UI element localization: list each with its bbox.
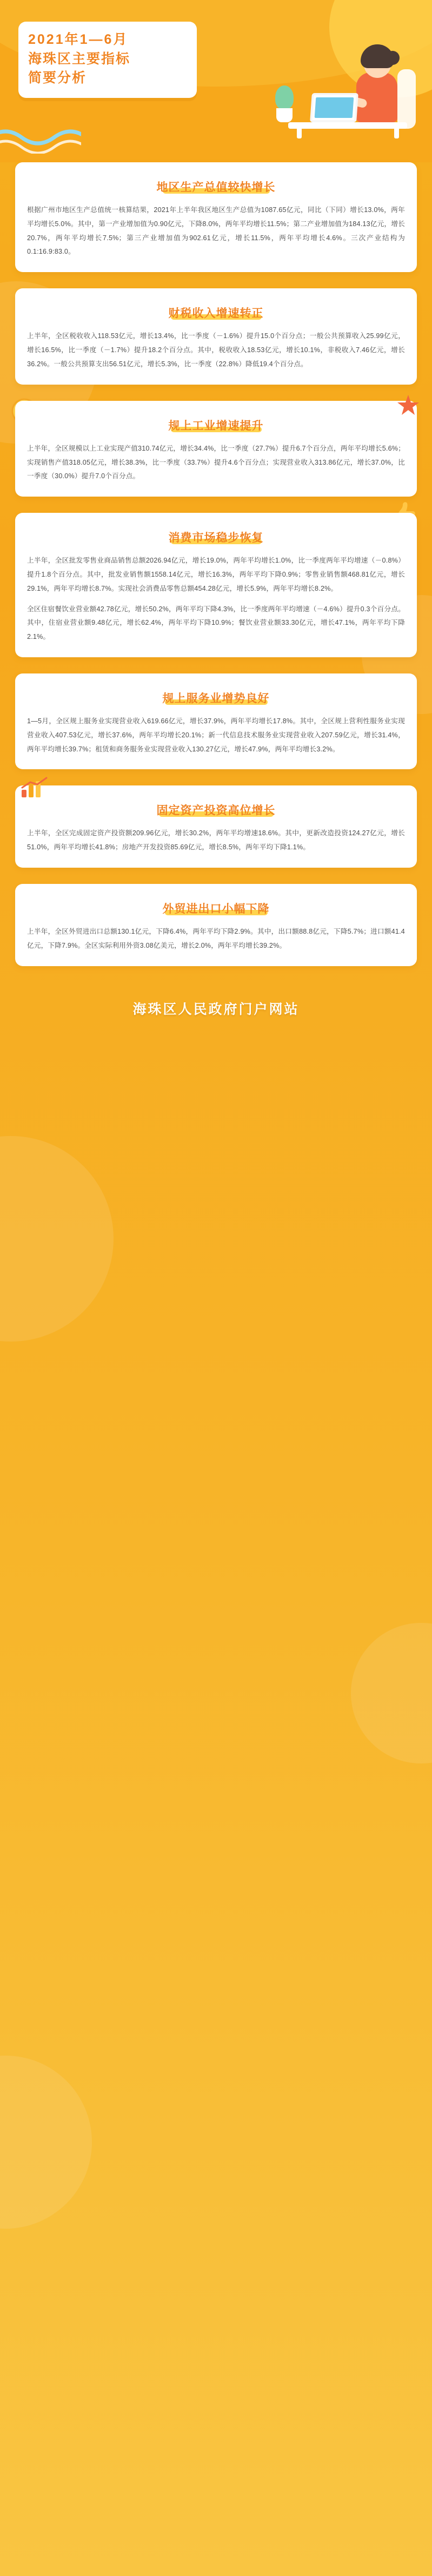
section-card <box>15 513 417 657</box>
footer <box>0 982 432 1036</box>
section-card <box>15 288 417 384</box>
section-title: 规上服务业增势良好 <box>162 692 270 705</box>
wave-decoration <box>0 121 81 154</box>
plant-pot-shape <box>276 108 293 122</box>
person-body-shape <box>356 72 397 122</box>
section-title: 消费市场稳步恢复 <box>168 532 264 545</box>
section-title: 固定资产投资高位增长 <box>156 804 276 817</box>
section-header <box>27 900 405 916</box>
hero-title-line-3: 简要分析 <box>28 70 87 85</box>
star-icon <box>396 393 420 417</box>
section-header <box>27 690 405 706</box>
desk-leg-shape <box>297 127 302 138</box>
footer-site-name: 海珠区人民政府门户网站 <box>132 1001 300 1017</box>
section-header <box>27 802 405 818</box>
section-paragraph: 上半年，全区批发零售业商品销售总额2026.94亿元，增长19.0%，两年平均增长1.0%，比一季度两年平均增速（－0.8%）提升1.8个百分点。其中，批发业销售额1558.14亿元，增长16.3%，两年平均下降0.9%；零售业销售额468.81亿元，增长29.1%，两年平均增长8.7%。实现社会消费品零售总额454.28亿元，增长5.9%，两年平均增长8.2%。 <box>27 557 405 592</box>
desk-shape <box>288 122 407 129</box>
chair-shape <box>397 69 416 129</box>
person-hair-shape <box>361 44 394 68</box>
section-header <box>27 305 405 321</box>
section-header <box>27 179 405 195</box>
section-card <box>15 884 417 966</box>
section-paragraph: 全区住宿餐饮业营业额42.78亿元，增长50.2%，两年平均下降4.3%，比一季度两年平均增速（－4.6%）提升0.3个百分点。其中，住宿业营业额9.48亿元，增长62.4%，两年平均下降10.9%；餐饮业营业额33.30亿元，增长47.1%，两年平均下降2.1%。 <box>27 605 405 641</box>
section-header <box>27 417 405 433</box>
hero-banner <box>0 0 432 162</box>
decorative-blob <box>0 2056 92 2229</box>
section-card <box>15 785 417 868</box>
section-card <box>15 401 417 497</box>
plant-leaf-shape <box>275 85 294 109</box>
section-paragraph: 根据广州市地区生产总值统一核算结果，2021年上半年我区地区生产总值为1087.65亿元，同比（下同）增长13.0%，两年平均增长5.0%。其中，第一产业增加值为0.90亿元，下降8.0%，两年平均增长11.5%；第二产业增加值为184.13亿元，增长20.7%，两年平均增长7.5%；第三产业增加值为902.61亿元，增长11.5%，两年平均增长4.6%。三次产业结构为0.1:16.9:83.0。 <box>27 206 405 256</box>
section-paragraph: 上半年，全区完成固定资产投资额209.96亿元，增长30.2%，两年平均增速18.6%。其中，更新改造投资124.27亿元，增长51.0%，两年平均增长41.8%；房地产开发投资85.69亿元，增长8.5%，两年平均下降1.1%。 <box>27 829 405 851</box>
section-paragraph: 1—5月，全区规上服务业实现营业收入619.66亿元，增长37.9%，两年平均增长17.8%。其中，全区规上营利性服务业实现营业收入407.53亿元，增长37.6%，两年平均增长20.1%；新一代信息技术服务业实现营业收入207.59亿元，增长31.4%，两年平均增长39.7%；租赁和商务服务业实现营业收入130.27亿元，增长47.9%，两年平均增长3.2%。 <box>27 717 405 753</box>
desk-leg-shape <box>394 127 399 138</box>
section-title: 外贸进出口小幅下降 <box>162 903 270 916</box>
section-title: 规上工业增速提升 <box>168 419 264 432</box>
section-card <box>15 673 417 769</box>
section-header <box>27 529 405 545</box>
hero-title <box>18 22 197 98</box>
laptop-screen-shape <box>315 97 354 118</box>
section-paragraph: 上半年，全区税收收入118.53亿元，增长13.4%，比一季度（－1.6%）提升15.0个百分点；一般公共预算收入25.99亿元，增长16.5%，比一季度（－1.7%）提升18.2个百分点。其中，税收收入18.53亿元，增长10.1%，非税收入7.46亿元，增长36.2%。一般公共预算支出56.51亿元，增长5.3%，比一季度（22.8%）降低19.4个百分点。 <box>27 332 405 368</box>
bar-chart-icon <box>21 777 49 798</box>
hero-title-line-1: 2021年1—6月 <box>28 32 129 47</box>
decorative-blob <box>351 1623 432 1763</box>
section-title: 财税收入增速转正 <box>168 307 264 320</box>
section-card <box>15 162 417 272</box>
section-paragraph: 上半年，全区外贸进出口总额130.1亿元，下降6.4%，两年平均下降2.9%。其中，出口额88.8亿元，下降5.7%；进口额41.4亿元，下降7.9%。全区实际利用外资3.08亿美元，增长2.0%，两年平均增长39.2%。 <box>27 928 405 949</box>
section-paragraph: 上半年，全区规模以上工业实现产值310.74亿元，增长34.4%，比一季度（27.7%）提升6.7个百分点，两年平均增长5.6%；实现销售产值318.05亿元，增长38.3%，比一季度（33.7%）提升4.6个百分点；实现营业收入313.86亿元，增长37.0%，比一季度（30.0%）提升7.0个百分点。 <box>27 444 405 480</box>
hero-illustration <box>273 25 419 138</box>
decorative-blob <box>0 1136 114 1342</box>
laptop-icon <box>310 93 358 122</box>
hero-title-line-2: 海珠区主要指标 <box>28 51 131 67</box>
section-title: 地区生产总值较快增长 <box>156 181 276 194</box>
